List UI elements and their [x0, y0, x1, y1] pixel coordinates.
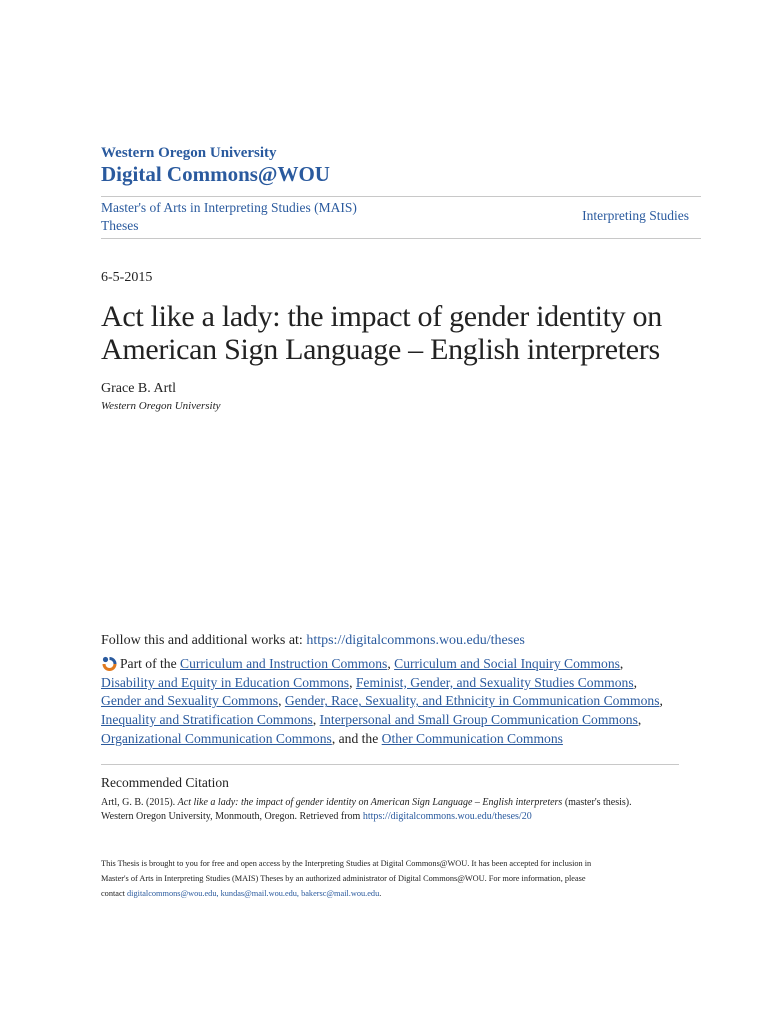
department-link[interactable]: Interpreting Studies — [582, 208, 689, 223]
follow-line — [101, 633, 701, 649]
citation-line-2: Western Oregon University, Monmouth, Oregon. Retrieved from — [101, 811, 363, 822]
follow-prefix: Follow this and additional works at: — [101, 633, 307, 648]
title-line-1: Act like a lady: the impact of gender identity on — [101, 300, 662, 333]
separator: , — [659, 693, 663, 709]
commons-link[interactable]: Interpersonal and Small Group Communication Commons — [319, 712, 638, 728]
commons-link[interactable]: Inequality and Stratification Commons — [101, 712, 313, 728]
title-line-2: American Sign Language – English interpreters — [101, 333, 660, 366]
institution-name[interactable]: Western Oregon University — [101, 145, 277, 161]
separator: , — [387, 656, 395, 671]
statement-end: . — [379, 889, 382, 898]
separator: , — [633, 674, 638, 690]
statement-line-1: This Thesis is brought to you for free and open access by the Interpreting Studies at Digital Commons@WOU. It has been accepted for inclusion in — [101, 859, 592, 868]
commons-link[interactable]: Organizational Communication Commons — [101, 730, 332, 746]
part-of-prefix: Part of the — [120, 656, 181, 671]
series-link[interactable] — [101, 199, 401, 235]
separator: , — [312, 712, 320, 728]
collection-bar — [101, 196, 701, 239]
citation-heading: Recommended Citation — [101, 775, 229, 790]
commons-link[interactable]: Gender, Race, Sexuality, and Ethnicity in Communication Commons — [284, 693, 660, 709]
separator: , — [278, 693, 285, 709]
separator: , — [619, 656, 624, 671]
citation-url-link[interactable]: https://digitalcommons.wou.edu/theses/20 — [362, 811, 532, 822]
commons-link[interactable]: Curriculum and Instruction Commons — [180, 656, 388, 671]
citation-title: Act like a lady: the impact of gender identity on American Sign Language – English interpreters — [177, 797, 563, 808]
site-name[interactable]: Digital Commons@WOU — [101, 162, 330, 186]
commons-link[interactable]: Other Communication Commons — [381, 730, 563, 746]
statement-line-2: Master's of Arts in Interpreting Studies (MAIS) Theses by an authorized administrator of Digital Commons@WOU. For more information, please — [101, 874, 586, 883]
and-the: , and the — [331, 730, 382, 746]
separator: , — [349, 674, 356, 690]
commons-link[interactable]: Gender and Sexuality Commons — [101, 693, 279, 709]
separator: , — [637, 712, 642, 728]
citation-suffix: (master's thesis). — [562, 797, 632, 808]
commons-link[interactable]: Disability and Equity in Education Commons — [101, 674, 350, 690]
citation-text — [101, 796, 701, 824]
citation-divider — [101, 764, 679, 765]
author-name: Grace B. Artl — [101, 381, 177, 396]
access-statement — [101, 856, 681, 901]
part-of-commons — [101, 655, 691, 749]
theses-url-link[interactable]: https://digitalcommons.wou.edu/theses — [306, 633, 525, 648]
commons-link[interactable]: Feminist, Gender, and Sexuality Studies Commons — [355, 674, 634, 690]
repository-header — [101, 144, 701, 186]
commons-link[interactable]: Curriculum and Social Inquiry Commons — [394, 656, 620, 671]
contact-emails-link[interactable]: digitalcommons@wou.edu, kundas@mail.wou.edu, bakersc@mail.wou.edu — [127, 889, 380, 898]
publication-date: 6-5-2015 — [101, 270, 153, 285]
series-line-1[interactable]: Master's of Arts in Interpreting Studies (MAIS) — [101, 200, 357, 215]
author-affiliation: Western Oregon University — [101, 400, 221, 412]
statement-contact: contact — [101, 889, 128, 898]
series-line-2[interactable]: Theses — [101, 218, 139, 233]
document-title — [101, 300, 701, 366]
citation-prefix: Artl, G. B. (2015). — [101, 797, 178, 808]
open-access-icon — [101, 655, 119, 671]
